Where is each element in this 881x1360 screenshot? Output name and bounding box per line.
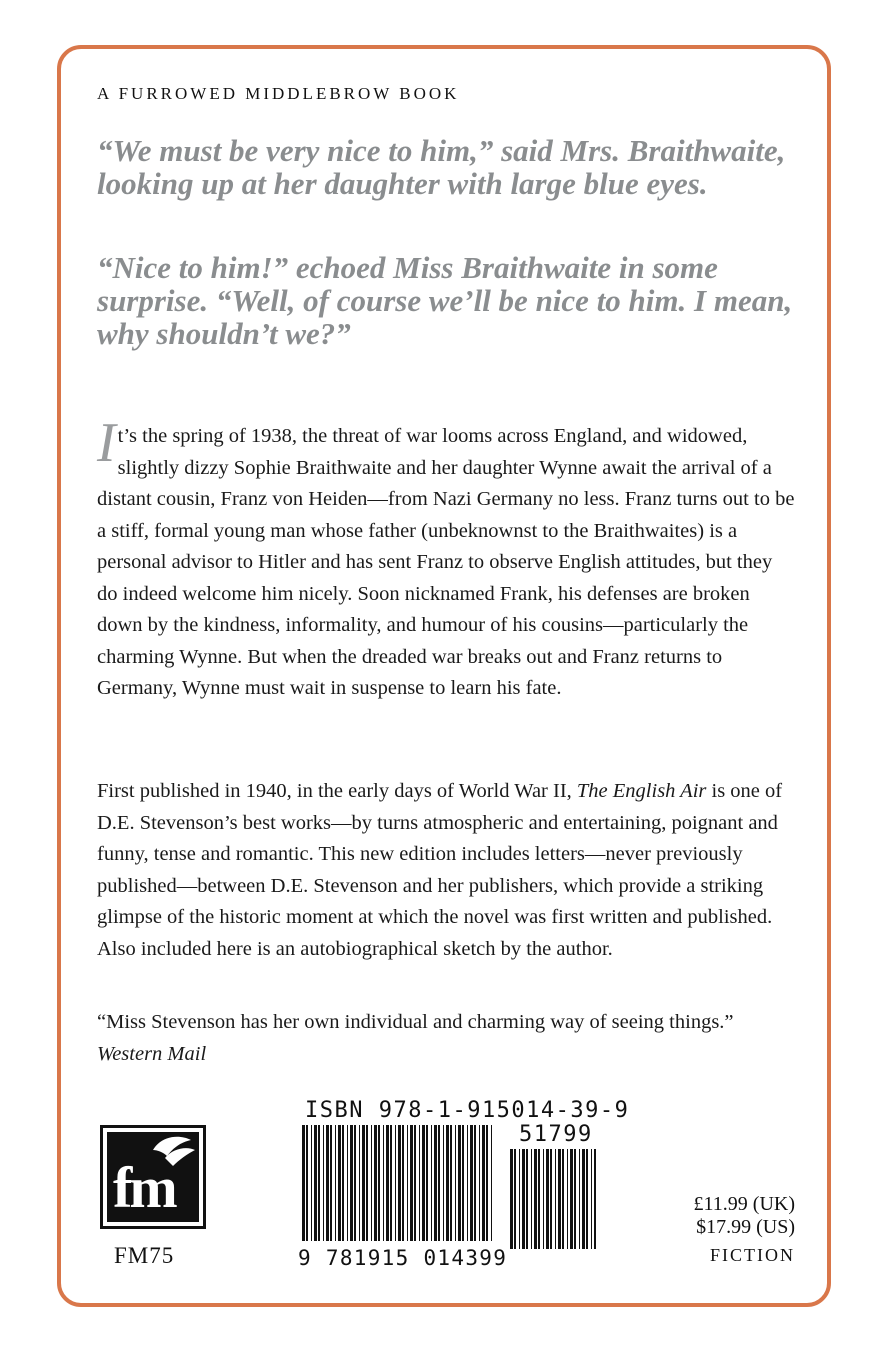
isbn-label: ISBN 978-1-915014-39-9 [305,1098,630,1123]
blurb-p2-lead: First published in 1940, in the early days of World War II, [97,780,577,802]
review-quote [97,1007,797,1070]
blurb-p2-rest: is one of D.E. Stevenson’s best works—by turns atmospheric and entertaining, poignant and funny, tense and romantic. This new edition includes letters—never previously published—between D.E. Stevenson and her publishers, which provide a striking glimpse of the historic moment at which the novel was first written and published. Also included here is an autobiographical sketch by the author. [97,780,783,960]
logo-lettering: fm [113,1155,175,1220]
price-block [694,1193,795,1239]
genre-label: FICTION [710,1245,795,1265]
pull-quote-2: “Nice to him!” echoed Miss Braithwaite in some surprise. “Well, of course we’ll be nice to him. I mean, why shouldn’t we?” [97,250,793,351]
pull-quote-1: “We must be very nice to him,” said Mrs. Braithwaite, looking up at her daughter with large blue eyes. [97,133,786,201]
series-number: FM75 [114,1243,175,1268]
drop-cap: I [97,412,116,474]
book-title: The English Air [576,780,707,802]
price-uk: £11.99 (UK) [693,1193,795,1215]
blurb-paragraph-1 [97,412,797,705]
review-source: Western Mail [97,1042,207,1065]
review-text: “Miss Stevenson has her own individual and charming way of seeing things.” [97,1011,734,1033]
blurb-p1-text: t’s the spring of 1938, the threat of war looms across England, and widowed, slightly dizzy Sophie Braithwaite and her daughter Wynne await the arrival of a distant cousin, Franz von Heiden—from Nazi Germany no less. Franz turns out to be a stiff, formal young man whose father (unbeknownst to the Braithwaites) is a personal advisor to Hitler and has sent Franz to observe English attitudes, but they do indeed welcome him nicely. Soon nicknamed Frank, his defenses are broken down by the kindness, informality, and humour of his cousins—particularly the charming Wynne. But when the dreaded war breaks out and Franz returns to Germany, Wynne must wait in suspense to learn his fate. [97,425,795,699]
series-line: A FURROWED MIDDLEBROW BOOK [97,84,460,103]
price-us: $17.99 (US) [696,1216,795,1238]
publisher-logo [100,1125,206,1229]
ean-digits: 9 781915 014399 [298,1246,508,1270]
price-code: 51799 [519,1122,593,1147]
barcode-icon [296,1125,596,1249]
blurb-paragraph-2 [97,776,797,965]
